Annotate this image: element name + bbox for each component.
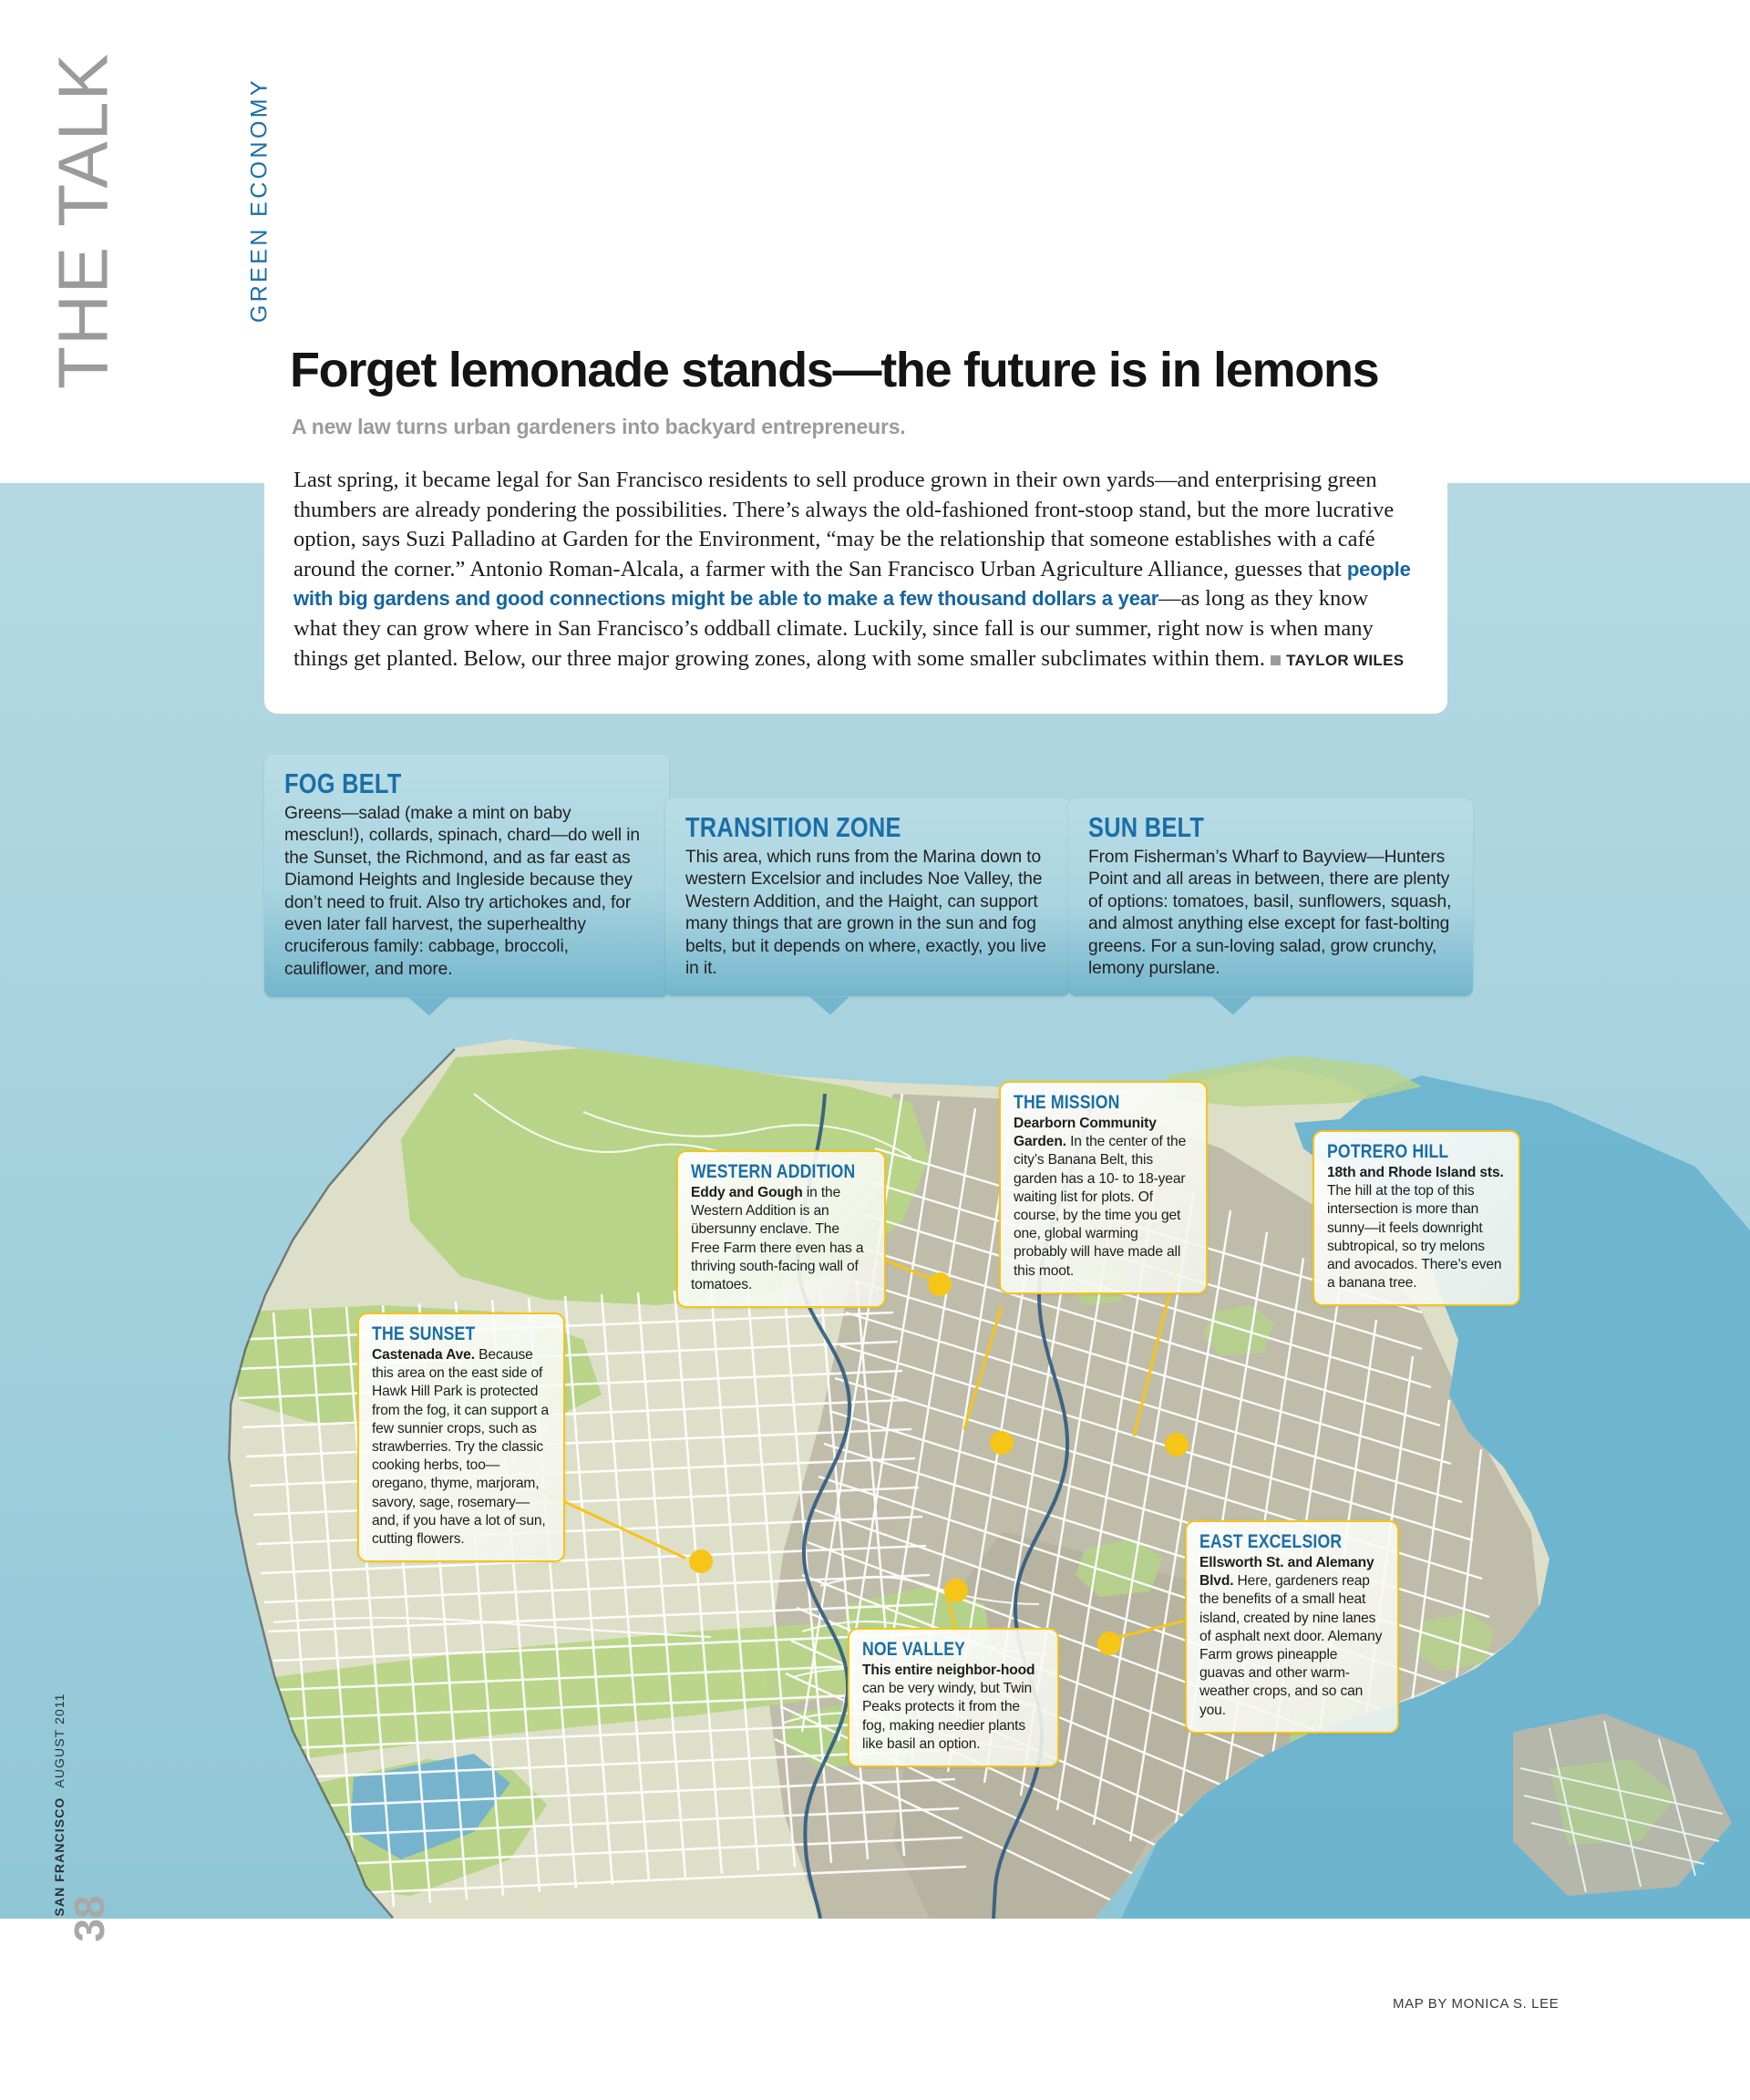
article-body-part1: Last spring, it became legal for San Francisco residents to sell produce grown in their own yards—and enterprising green thumbers are already pondering the possibilities. There’s always the old-fashioned front-stoop stand, but the more lucrative option, says Suzi Palladino at Garden for the Environment, “may be the relationship that someone establishes with a café around the corner.” Antonio Roman-Alcala, a farmer with the San Francisco Urban Agriculture Alliance, guesses that (293, 468, 1395, 582)
map-callout-text-potrero-hill (1327, 1164, 1506, 1292)
map-callout-potrero-hill (1312, 1130, 1520, 1306)
map-callout-noe-valley (848, 1628, 1059, 1767)
map-callout-lead-potrero-hill: 18th and Rhode Island sts. (1327, 1165, 1504, 1180)
map-callout-body-the-mission: In the center of the city’s Banana Belt, this garden has a 10- to 18-year waiting list for plots. Of course, by the time you get one, global warming probably will have made all this moot. (1014, 1134, 1187, 1279)
map-marker-potrero (1165, 1433, 1189, 1457)
map-callout-text-western-addition (691, 1184, 871, 1294)
map-callout-text-the-mission (1014, 1115, 1193, 1281)
zone-text-transition-zone: This area, which runs from the Marina down to western Excelsior and includes Noe Valley, the Western Addition, and the Haight, can support many things that are grown in the sun and fog belts, but it depends on where, exactly, you live in it. (685, 848, 1046, 979)
map-callout-lead-noe-valley: This entire neighbor-hood (862, 1662, 1035, 1678)
map-callout-title-the-sunset: THE SUNSET (372, 1323, 476, 1344)
page-number: 38 (66, 1895, 113, 1942)
map-callout-the-mission (999, 1081, 1208, 1294)
map-callout-title-east-excelsior: EAST EXCELSIOR (1199, 1531, 1343, 1552)
folio-magazine-name: SAN FRANCISCO (52, 1796, 67, 1917)
map-callout-body-east-excelsior: Here, gardeners reap the benefits of a small heat island, created by nine lanes of asphalt next door. Alemany Farm grows pineapple guavas and other warm-weather crops, and so can you. (1199, 1573, 1383, 1718)
zone-callout-transition-zone (665, 798, 1070, 996)
article-panel (264, 458, 1447, 714)
map-callout-body-the-sunset: Because this area on the east side of Hawk Hill Park is protected from the fog, it can support a few sunnier crops, such as strawberries. Try the classic cooking herbs, too—oregano, thyme, marjoram, savory, sage, rosemary—and, if you have a lot of sun, cutting flowers. (372, 1347, 549, 1548)
map-callout-lead-the-mission: Dearborn Community Garden. (1014, 1116, 1157, 1150)
map-callout-lead-the-sunset: Castenada Ave. (372, 1347, 475, 1363)
zone-callout-sun-belt (1068, 798, 1473, 996)
map-callout-lead-east-excelsior: Ellsworth St. and Alemany Blvd. (1199, 1555, 1374, 1590)
map-callout-the-sunset (357, 1312, 565, 1562)
byline-author: TAYLOR WILES (1286, 651, 1405, 669)
section-label-the-talk: THE TALK (44, 53, 123, 389)
map-credit: MAP BY MONICA S. LEE (1393, 1996, 1560, 2012)
map-callout-body-western-addition: in the Western Addition is an übersunny enclave. The Free Farm there even has a thriving south-facing wall of tomatoes. (691, 1185, 864, 1293)
map-callout-title-the-mission: THE MISSION (1014, 1092, 1120, 1113)
page-title: Forget lemonade stands—the future is in lemons (290, 343, 1379, 397)
map-callout-title-potrero-hill: POTRERO HILL (1327, 1141, 1449, 1162)
article-body (293, 466, 1416, 675)
map-callout-body-potrero-hill: The hill at the top of this intersection is more than sunny—it feels downright subtropical, so try melons and avocados. There’s even a banana tree. (1327, 1183, 1502, 1292)
map-callout-western-addition (676, 1150, 886, 1308)
map-callout-lead-western-addition: Eddy and Gough (691, 1185, 803, 1200)
map-callout-title-western-addition: WESTERN ADDITION (691, 1161, 856, 1182)
byline-square-icon (1271, 655, 1281, 665)
zone-callout-fog-belt (264, 755, 669, 997)
zone-title-fog-belt: FOG BELT (284, 767, 402, 799)
zone-text-fog-belt: Greens—salad (make a mint on baby mesclun!), collards, spinach, chard—do well in the Sunset, the Richmond, and as far east as Diamond Heights and Ingleside because they don’t need to fruit. Also try artichokes and, for even later fall harvest, the superhealthy cruciferous family: cabbage, broccoli, cauliflower, and more. (284, 804, 640, 979)
kicker-green-economy: GREEN ECONOMY (246, 77, 273, 324)
map-marker-western-addition (928, 1272, 952, 1296)
map-marker-mission (990, 1431, 1014, 1455)
folio-issue-date: AUGUST 2011 (52, 1693, 67, 1788)
article-body-highlight: people with big gardens and good connections might be able to make a few thousand dollars a year (293, 557, 1411, 611)
map-callout-title-noe-valley: NOE VALLEY (862, 1639, 966, 1660)
zone-title-sun-belt: SUN BELT (1088, 811, 1205, 843)
page-subtitle: A new law turns urban gardeners into backyard entrepreneurs. (292, 415, 906, 438)
map-callout-body-noe-valley: can be very windy, but Twin Peaks protects it from the fog, making needier plants like basil an option. (862, 1681, 1033, 1752)
map-callout-text-noe-valley (862, 1662, 1045, 1754)
zone-title-transition-zone: TRANSITION ZONE (685, 811, 901, 843)
map-callout-text-east-excelsior (1199, 1554, 1385, 1720)
map-callout-east-excelsior (1185, 1520, 1399, 1734)
zone-text-sun-belt: From Fisherman’s Wharf to Bayview—Hunters Point and all areas in between, there are plenty of options: tomatoes, basil, sunflowers, squash, and almost anything else except for fast-bolting greens. For a sun-loving salad, grow crunchy, lemony purslane. (1088, 848, 1452, 979)
map-marker-sunset (689, 1549, 713, 1573)
map-callout-text-the-sunset (372, 1346, 551, 1549)
article-byline (1271, 652, 1404, 669)
article-body-part2: —as long as they know what they can grow where in San Francisco’s oddball climate. Luckily, since fall is our summer, right now is when many things get planted. Below, our three major growing zones, along with some smaller subclimates within them. (293, 586, 1374, 671)
